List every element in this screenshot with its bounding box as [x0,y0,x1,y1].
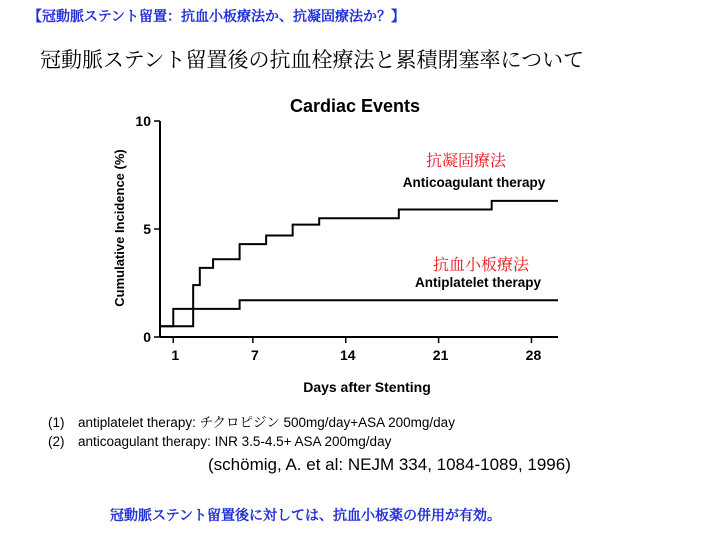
y-tick-label: 0 [143,329,151,345]
x-tick-label: 7 [250,347,259,363]
y-axis-label: Cumulative Incidence (%) [112,149,127,307]
note-text: antiplatelet therapy: チクロピジン 500mg/day+ASA 200mg/day [78,415,455,430]
y-tick-label: 10 [135,113,151,129]
x-tick-label: 28 [525,347,542,363]
note-item [48,432,455,451]
note-text: anticoagulant therapy: INR 3.5-4.5+ ASA 200mg/day [78,434,392,449]
chart-title: Cardiac Events [289,96,421,116]
x-tick-label: 21 [432,347,449,363]
series-label-jp: 抗凝固療法 [425,151,507,170]
conclusion: 冠動脈ステント留置後に対しては、抗血小板薬の併用が有効。 [110,508,502,524]
note-number: (2) [48,434,65,449]
series-label-en: Anticoagulant therapy [402,175,546,190]
x-tick-label: 14 [339,347,356,363]
x-tick-label: 1 [171,347,180,363]
note-number: (1) [48,415,65,430]
citation: (schömig, A. et al: NEJM 334, 1084-1089, 1996) [208,455,571,474]
x-axis-label: Days after Stenting [303,379,431,395]
chart-series-labels [403,151,546,290]
treatment-notes [48,413,455,451]
series-label-en: Antiplatelet therapy [414,275,542,290]
note-item [48,413,455,432]
antiplatelet-series-line [160,300,558,326]
slide-title: 冠動脈ステント留置後の抗血栓療法と累積閉塞率について [40,48,585,72]
slide-header: 【冠動脈ステント留置：抗血小板療法か、抗凝固療法か？】 [28,9,406,25]
y-tick-label: 5 [143,221,151,237]
series-label-jp: 抗血小板療法 [432,255,530,274]
